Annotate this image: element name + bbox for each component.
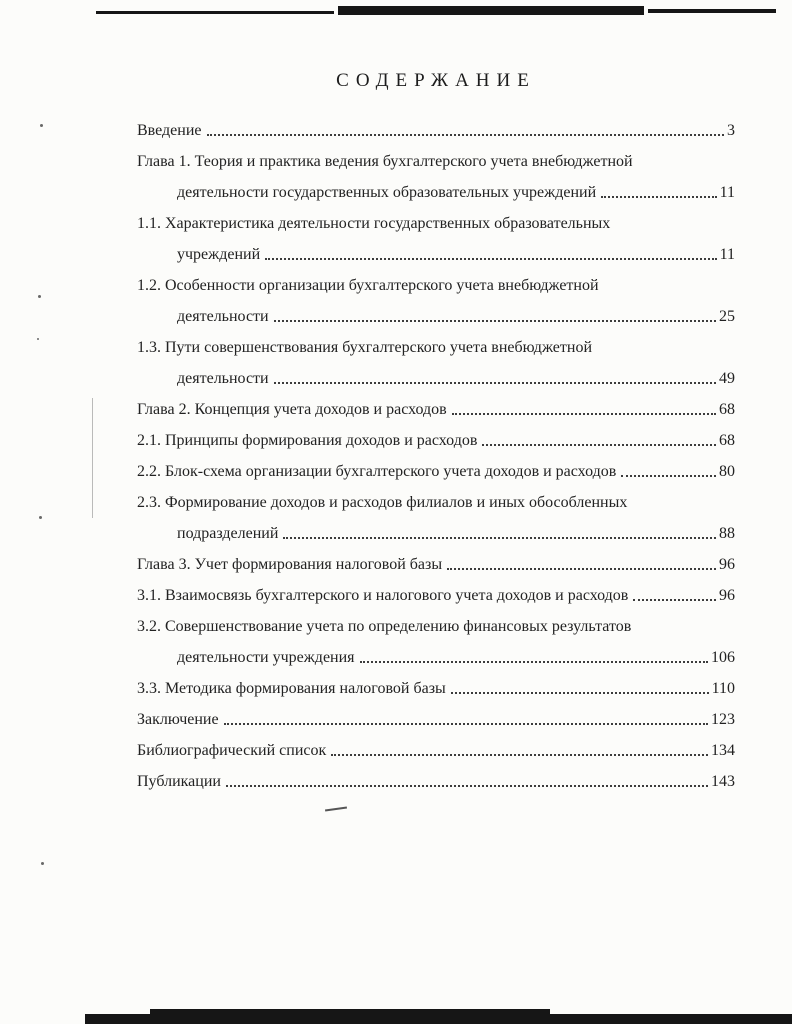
scan-speck [40,124,43,127]
dot-leader [621,475,716,477]
toc-line [177,358,735,389]
dot-leader [283,537,716,539]
dot-leader [452,413,716,415]
toc-entry [137,668,735,699]
dot-leader [226,785,708,787]
page-number: 88 [719,525,735,542]
toc-entry-text: 1.1. Характеристика деятельности государственных образовательных [137,215,611,232]
toc-entry-text: 1.2. Особенности организации бухгалтерского учета внебюджетной [137,277,599,294]
toc-line [137,420,735,451]
page-number: 80 [719,463,735,480]
toc-entry-text: Глава 1. Теория и практика ведения бухгалтерского учета внебюджетной [137,153,633,170]
page-number: 3 [727,122,735,139]
toc-line [137,203,735,234]
toc-entry [137,203,735,265]
toc-line [137,730,735,761]
toc-entry [137,730,735,761]
toc-line [177,637,735,668]
scan-artifact-top [648,9,776,13]
toc-entry-continuation: деятельности учреждения [177,649,355,666]
page-number: 96 [719,556,735,573]
toc-line [137,544,735,575]
toc-entry [137,265,735,327]
toc-entry-text: 2.1. Принципы формирования доходов и расходов [137,432,478,449]
toc-line [137,265,735,296]
toc-entry-continuation: деятельности [177,308,269,325]
page-number: 11 [719,184,735,201]
toc-line [137,575,735,606]
toc-entry-text: Библиографический список [137,742,327,759]
toc-line [137,110,735,141]
page-number: 123 [711,711,735,728]
toc-entry-text: 2.2. Блок-схема организации бухгалтерского учета доходов и расходов [137,463,617,480]
toc-entry-continuation: деятельности государственных образовательных учреждений [177,184,597,201]
toc-entry-text: Глава 2. Концепция учета доходов и расходов [137,401,447,418]
toc-entry-text: Глава 3. Учет формирования налоговой базы [137,556,443,573]
toc-line [177,513,735,544]
toc-line [177,234,735,265]
toc-entry [137,420,735,451]
dot-leader [633,599,716,601]
toc-entry-text: Введение [137,122,202,139]
toc-entry [137,451,735,482]
toc-entry [137,544,735,575]
toc-line [137,451,735,482]
toc-line [137,761,735,792]
dot-leader [447,568,716,570]
scan-artifact-top [96,11,334,14]
toc-entry-continuation: подразделений [177,525,279,542]
dot-leader [224,723,708,725]
scan-speck [38,295,41,298]
toc-entry-text: 3.1. Взаимосвязь бухгалтерского и налогового учета доходов и расходов [137,587,629,604]
page-number: 11 [719,246,735,263]
toc-entry-continuation: учреждений [177,246,261,263]
dot-leader [451,692,709,694]
toc-entry [137,482,735,544]
dot-leader [207,134,725,136]
page-number: 143 [711,773,735,790]
toc-entry-text: Заключение [137,711,219,728]
dot-leader [274,382,716,384]
scan-artifact-top [338,6,644,15]
page-number: 106 [711,649,735,666]
toc-line [137,141,735,172]
table-of-contents [137,70,735,792]
page-number: 25 [719,308,735,325]
toc-entry [137,761,735,792]
toc-line [177,172,735,203]
toc-entry-text: 1.3. Пути совершенствования бухгалтерского учета внебюджетной [137,339,593,356]
scan-speck [39,516,42,519]
dot-leader [274,320,716,322]
toc-entry-text: 3.2. Совершенствование учета по определению финансовых результатов [137,618,632,635]
toc-line [137,389,735,420]
dot-leader [482,444,716,446]
page-number: 49 [719,370,735,387]
scan-mark-line [92,398,93,518]
toc-entry [137,110,735,141]
toc-entry [137,575,735,606]
page-number: 96 [719,587,735,604]
toc-line [137,606,735,637]
scan-mark-dash [325,806,347,811]
toc-entry [137,141,735,203]
toc-entry [137,606,735,668]
page-number: 68 [719,401,735,418]
page-number: 110 [711,680,735,697]
dot-leader [601,196,716,198]
dot-leader [265,258,716,260]
toc-entry-text: 2.3. Формирование доходов и расходов филиалов и иных обособленных [137,494,628,511]
scan-speck [37,338,39,340]
page-title: СОДЕРЖАНИЕ [336,70,536,91]
toc-entry-continuation: деятельности [177,370,269,387]
toc-entry-text: 3.3. Методика формирования налоговой базы [137,680,446,697]
page-number: 134 [711,742,735,759]
toc-line [137,668,735,699]
toc-line [137,327,735,358]
page-number: 68 [719,432,735,449]
toc-entry-text: Публикации [137,773,221,790]
dot-leader [331,754,708,756]
toc-line [137,699,735,730]
toc-entry [137,327,735,389]
toc-line [177,296,735,327]
toc-entry [137,699,735,730]
scan-speck [41,862,44,865]
scan-artifact-bottom [150,1009,550,1024]
toc-line [137,482,735,513]
dot-leader [360,661,708,663]
toc-entry [137,389,735,420]
